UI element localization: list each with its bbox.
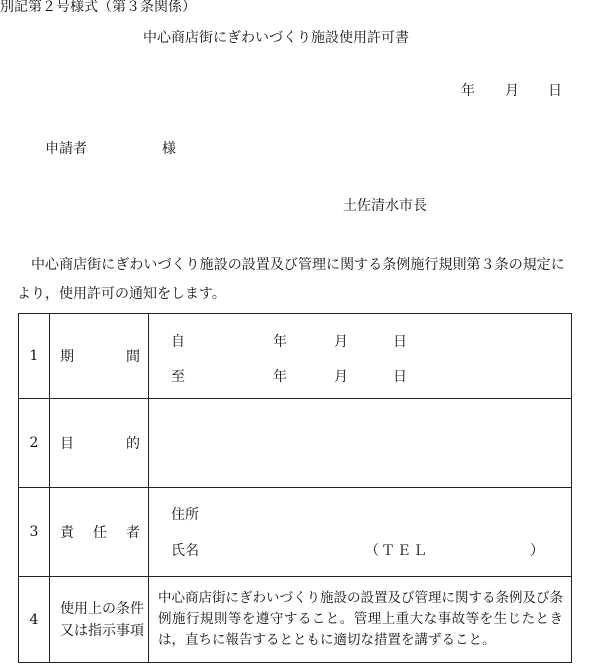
period-to-day: 日 bbox=[393, 369, 407, 385]
applicant-honorific: 様 bbox=[162, 141, 176, 157]
document-title: 中心商店街にぎわいづくり施設使用許可書 bbox=[143, 30, 409, 46]
period-to-label: 至 bbox=[171, 369, 185, 385]
date-day-label: 日 bbox=[548, 83, 562, 99]
period-to-month: 月 bbox=[334, 369, 348, 385]
conditions-label-cell bbox=[50, 577, 149, 663]
date-month-label: 月 bbox=[505, 83, 519, 99]
issuer: 土佐清水市長 bbox=[343, 198, 427, 214]
purpose-label-cell bbox=[50, 399, 149, 488]
table-row-period bbox=[19, 314, 572, 399]
permit-details-table bbox=[18, 313, 572, 663]
purpose-value-cell[interactable] bbox=[149, 399, 572, 488]
row-number: 1 bbox=[19, 314, 50, 399]
period-from-month: 月 bbox=[334, 334, 348, 350]
date-year-label: 年 bbox=[461, 83, 475, 99]
conditions-value-cell bbox=[149, 577, 572, 663]
row-number: 3 bbox=[19, 488, 50, 577]
applicant-label: 申請者 bbox=[45, 141, 87, 157]
period-to-year: 年 bbox=[273, 369, 287, 385]
address-label: 住所 bbox=[171, 507, 199, 523]
period-from-year: 年 bbox=[273, 334, 287, 350]
name-label: 氏名 bbox=[171, 543, 199, 559]
purpose-label: 目 的 bbox=[60, 436, 140, 452]
conditions-label: 使用上の条件 又は指示事項 bbox=[60, 600, 144, 639]
tel-close-label: ） bbox=[530, 543, 544, 559]
period-label-cell bbox=[50, 314, 149, 399]
conditions-text: 中心商店街にぎわいづくり施設の設置及び管理に関する条例及び条例施行規則等を遵守すること。管理上重大な事故等を生じたときは，直ちに報告するとともに適切な措置を講ずること。 bbox=[158, 590, 563, 648]
table-row-responsible bbox=[19, 488, 572, 577]
period-label: 期 間 bbox=[60, 349, 140, 365]
body-line-2: より，使用許可の通知をします。 bbox=[17, 286, 226, 302]
period-value-cell[interactable] bbox=[149, 314, 572, 399]
responsible-label-cell bbox=[50, 488, 149, 577]
responsible-value-cell[interactable] bbox=[149, 488, 572, 577]
tel-open-label: （ＴＥＬ bbox=[365, 543, 429, 559]
period-from-day: 日 bbox=[393, 334, 407, 350]
table-row-purpose bbox=[19, 399, 572, 488]
table-row-conditions bbox=[19, 577, 572, 663]
row-number: 2 bbox=[19, 399, 50, 488]
form-number: 別記第２号様式（第３条関係） bbox=[0, 0, 196, 15]
period-from-label: 自 bbox=[171, 334, 185, 350]
body-line-1: 中心商店街にぎわいづくり施設の設置及び管理に関する条例施行規則第３条の規定に bbox=[31, 257, 565, 273]
responsible-label: 責 任 者 bbox=[60, 525, 140, 541]
row-number: 4 bbox=[19, 577, 50, 663]
